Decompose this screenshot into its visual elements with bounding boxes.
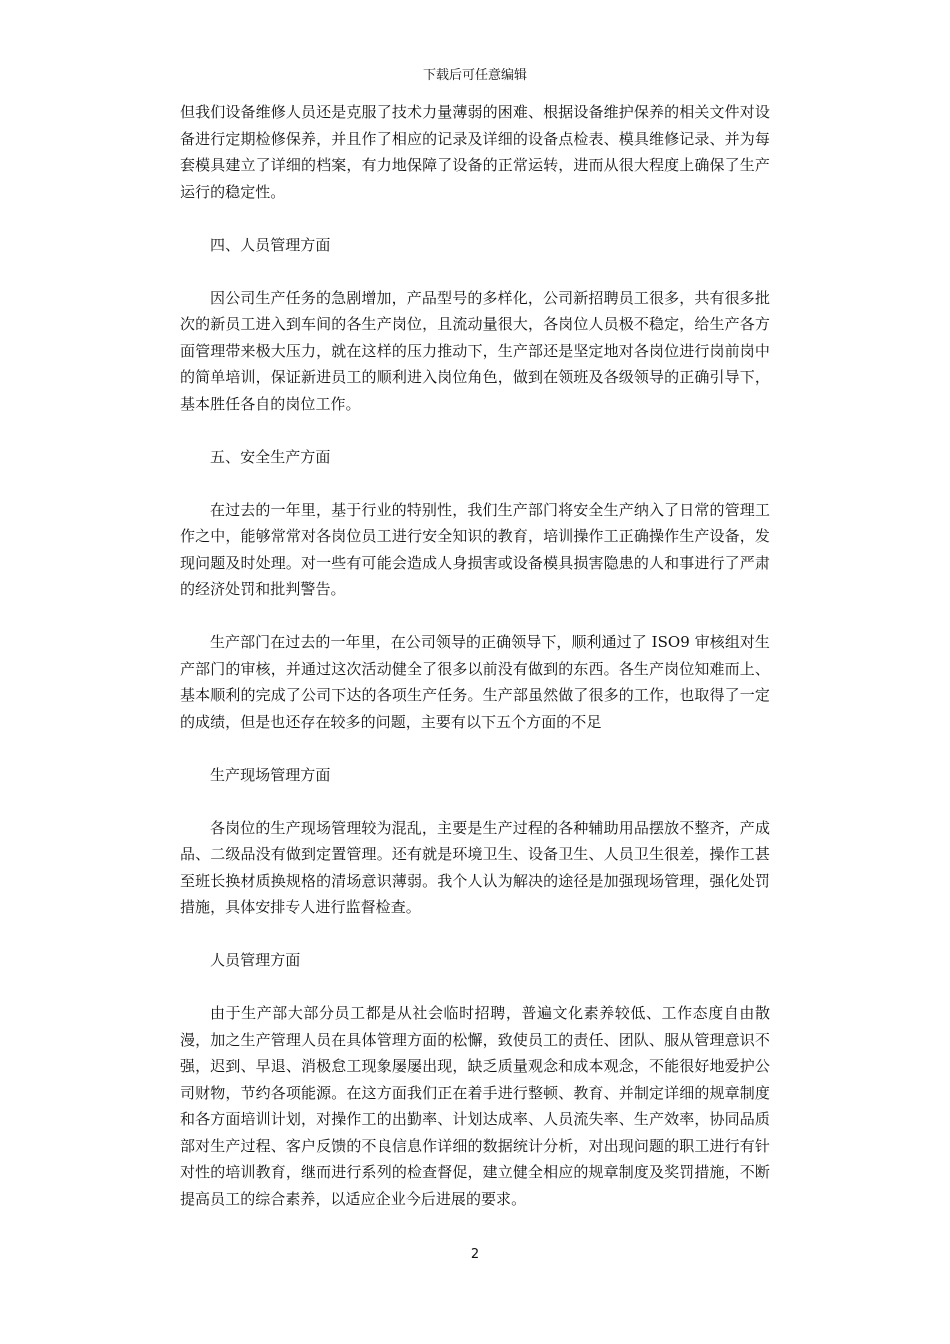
page-number: 2 — [470, 1247, 480, 1262]
paragraph-safety: 在过去的一年里，基于行业的特别性，我们生产部门将安全生产纳入了日常的管理工作之中，能够常常对各岗位员工进行安全知识的教育，培训操作工正确操作生产设备，发现问题及时处理。对一些有可能会造成人身损害或设备模具损害隐患的人和事进行了严肃的经济处罚和批判警告。 — [180, 500, 770, 598]
paragraph-site-management: 各岗位的生产现场管理较为混乱，主要是生产过程的各种辅助用品摆放不整齐，产成品、二级品没有做到定置管理。还有就是环境卫生、设备卫生、人员卫生很差，操作工甚至班长换材质换规格的清场意识薄弱。我个人认为解决的途径是加强现场管理，强化处罚措施，具体安排专人进行监督检查。 — [180, 818, 770, 916]
section-heading-personnel: 四、人员管理方面 — [210, 235, 331, 254]
paragraph-equipment-maintenance: 但我们设备维修人员还是克服了技术力量薄弱的困难、根据设备维护保养的相关文件对设备进行定期检修保养，并且作了相应的记录及详细的设备点检表、模具维修记录、并为每套模具建立了详细的档案，有力地保障了设备的正常运转，进而从很大程度上确保了生产运行的稳定性。 — [180, 103, 770, 201]
section-heading-staff-management: 人员管理方面 — [210, 951, 301, 969]
section-heading-safety: 五、安全生产方面 — [210, 447, 331, 466]
paragraph-staff-management: 由于生产部大部分员工都是从社会临时招聘，普遍文化素养较低、工作态度自由散漫，加之生产管理人员在具体管理方面的松懈，致使员工的责任、团队、服从管理意识不强，迟到、早退、消极怠工现象屡屡出现，缺乏质量观念和成本观念，不能很好地爱护公司财物，节约各项能源。在这方面我们正在着手进行整顿、教育、并制定详细的规章制度和各方面培训计划，对操作工的出勤率、计划达成率、人员流失率、生产效率，协同品质部对生产过程、客户反馈的不良信息作详细的数据统计分析，对出现问题的职工进行有针对性的培训教育，继而进行系列的检查督促，建立健全相应的规章制度及奖罚措施，不断提高员工的综合素养，以适应企业今后进展的要求。 — [180, 1004, 770, 1208]
header-text: 下载后可任意编辑 — [422, 68, 527, 83]
document-body — [180, 99, 770, 1239]
paragraph-personnel: 因公司生产任务的急剧增加，产品型号的多样化，公司新招聘员工很多，共有很多批次的新员工进入到车间的各生产岗位，且流动量很大，各岗位人员极不稳定，给生产各方面管理带来极大压力，就在这样的压力推动下，生产部还是坚定地对各岗位进行岗前岗中的简单培训，保证新进员工的顺利进入岗位角色，做到在领班及各级领导的正确引导下，基本胜任各自的岗位工作。 — [180, 288, 770, 413]
page-footer — [0, 1246, 950, 1264]
page-header — [0, 67, 950, 85]
section-heading-site-management: 生产现场管理方面 — [210, 765, 331, 784]
paragraph-summary: 生产部门在过去的一年里，在公司领导的正确领导下，顺利通过了 ISO9 审核组对生产部门的审核，并通过这次活动健全了很多以前没有做到的东西。各生产岗位知难而上、基本顺利的完成了公司下达的各项生产任务。生产部虽然做了很多的工作，也取得了一定的成绩，但是也还存在较多的问题，主要有以下五个方面的不足 — [180, 633, 770, 731]
